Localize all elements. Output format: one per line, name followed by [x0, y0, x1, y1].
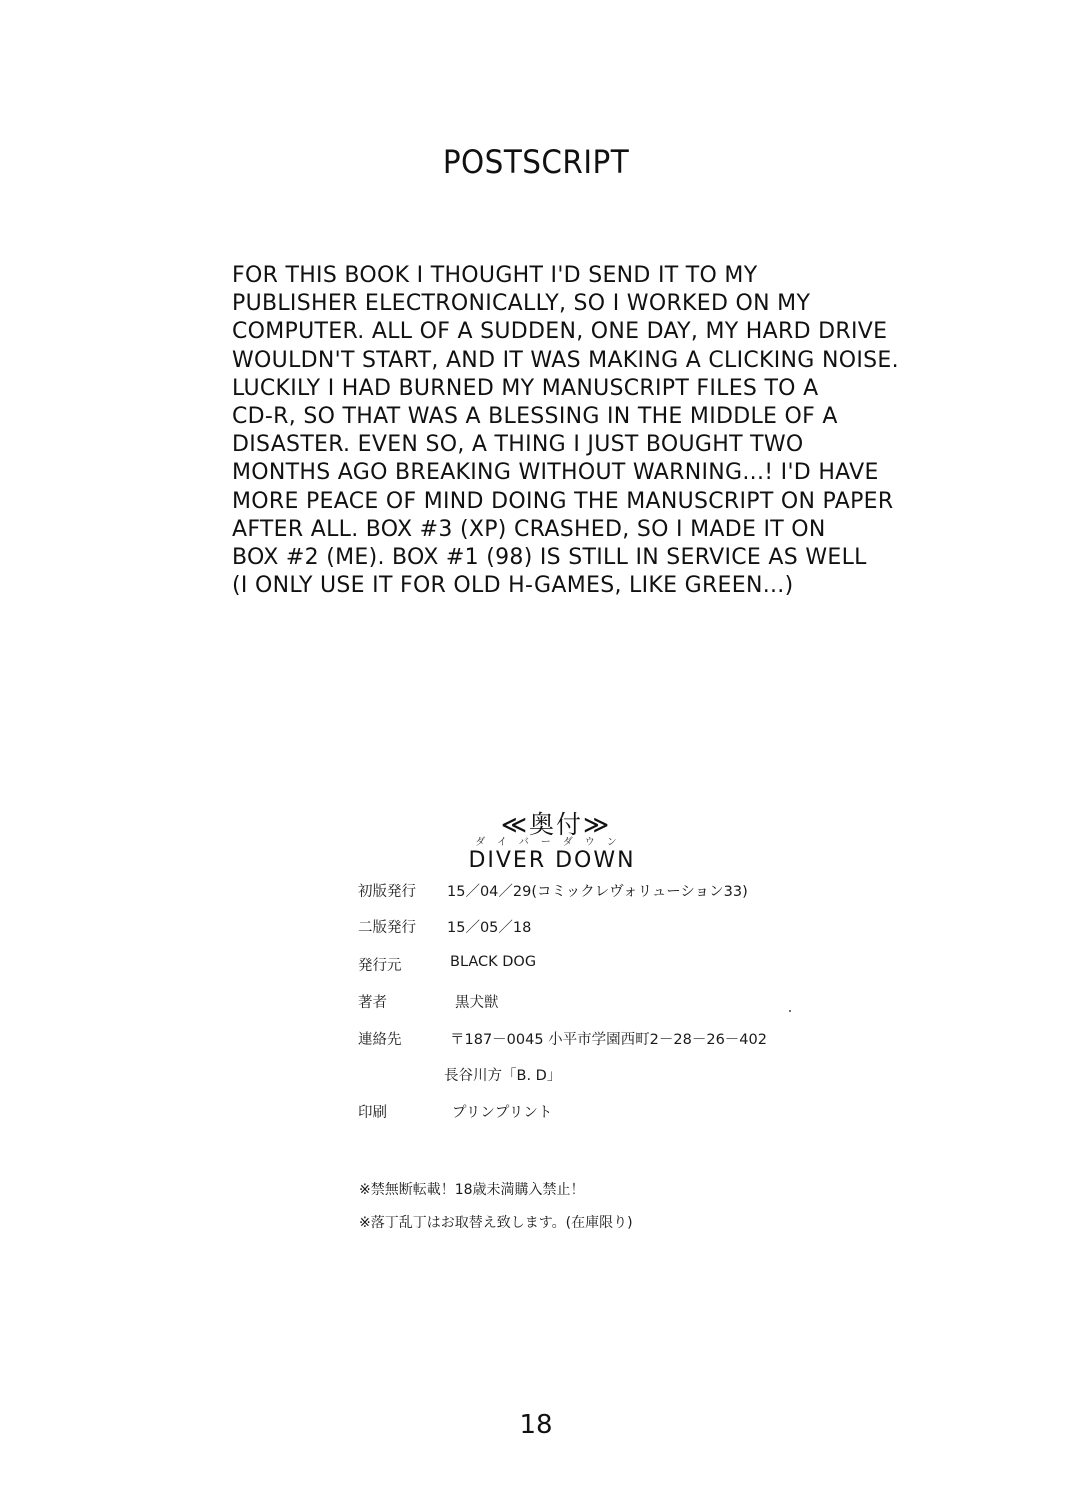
colophon-heading: ≪奥付≫ [500, 810, 612, 839]
note-no-reprint: ※禁無断転載！18歳未満購入禁止！ [359, 1182, 585, 1198]
note-replacement: ※落丁乱丁はお取替え致します。(在庫限り) [359, 1215, 633, 1231]
colophon-title: DIVER DOWN [468, 848, 636, 873]
row-label: 発行元 [358, 958, 402, 974]
postscript-line: MORE PEACE OF MIND DOING THE MANUSCRIPT ON PAPER [232, 488, 894, 514]
row-value: 長谷川方「B. D」 [444, 1068, 562, 1084]
postscript-line: AFTER ALL. BOX #3 (XP) CRASHED, SO I MADE IT ON [232, 516, 826, 542]
row-label: 初版発行 [358, 884, 416, 900]
postscript-line: LUCKILY I HAD BURNED MY MANUSCRIPT FILES TO A [232, 375, 819, 401]
print-speck [789, 1010, 791, 1012]
postscript-line: (I ONLY USE IT FOR OLD H-GAMES, LIKE GREEN...) [232, 573, 794, 599]
postscript-line: DISASTER. EVEN SO, A THING I JUST BOUGHT TWO [232, 432, 804, 458]
postscript-line: FOR THIS BOOK I THOUGHT I'D SEND IT TO MY [232, 263, 758, 288]
row-label: 著者 [358, 995, 387, 1011]
postscript-body [232, 262, 922, 600]
postscript-title: POSTSCRIPT [442, 143, 630, 181]
postscript-line: PUBLISHER ELECTRONICALLY, SO I WORKED ON MY [232, 291, 811, 317]
postscript-line: MONTHS AGO BREAKING WITHOUT WARNING...! I'D HAVE [232, 460, 879, 486]
row-value: 黒犬獣 [455, 995, 499, 1011]
colophon-title-ruby: ダイバーダウン [475, 837, 629, 848]
page-number: 18 [519, 1410, 553, 1440]
row-label: 連絡先 [358, 1032, 402, 1048]
row-label: 二版発行 [358, 920, 416, 936]
row-value: 15／04／29(コミックレヴォリューション33) [447, 884, 748, 900]
postscript-line: BOX #2 (ME). BOX #1 (98) IS STILL IN SERVICE AS WELL [232, 545, 867, 571]
colophon-title-block [0, 838, 1080, 875]
row-value: プリンプリント [452, 1105, 553, 1121]
postscript-line: CD-R, SO THAT WAS A BLESSING IN THE MIDDLE OF A [232, 404, 838, 430]
row-value: BLACK DOG [450, 954, 537, 970]
row-value: 15／05／18 [447, 920, 532, 936]
row-value: 〒187－0045 小平市学園西町2－28－26－402 [450, 1032, 767, 1048]
postscript-line: COMPUTER. ALL OF A SUDDEN, ONE DAY, MY HARD DRIVE [232, 319, 888, 345]
postscript-line: WOULDN'T START, AND IT WAS MAKING A CLICKING NOISE. [232, 347, 899, 373]
row-label: 印刷 [358, 1105, 387, 1121]
colophon-notes [359, 1179, 633, 1245]
